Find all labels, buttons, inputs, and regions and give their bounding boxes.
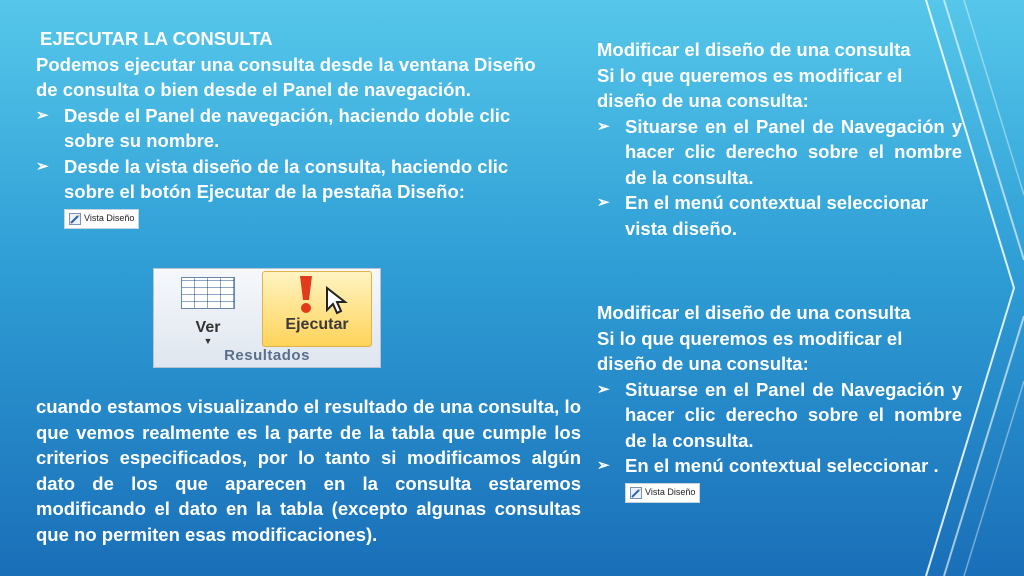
right-bottom-section [597, 300, 962, 504]
vista-diseno-button[interactable] [625, 483, 700, 503]
results-paragraph: cuando estamos visualizando el resultado de una consulta, lo que vemos realmente es la parte de la tabla que cumple los criterios especificados, por lo tanto si modificamos algún dato de los que aparecen en la consulta estaremos modificando el dato en la tabla (excepto algunas consultas que no permiten esas modificaciones). [36, 396, 581, 545]
bullet-text: Situarse en el Panel de Navegación y hacer clic derecho sobre el nombre de la consulta. [625, 115, 962, 188]
vista-diseno-label: Vista Diseño [84, 212, 135, 223]
bullet-text-content: Desde la vista diseño de la consulta, haciendo clic sobre el botón Ejecutar de la pestaña Diseño: [64, 155, 509, 202]
design-pencil-icon [69, 213, 81, 225]
section-title: Modificar el diseño de una consulta [597, 39, 911, 60]
bullet-item [597, 453, 962, 504]
arrow-bullet-icon: ➢ [36, 106, 49, 124]
ejecutar-button[interactable] [262, 271, 372, 347]
bullet-text [64, 154, 536, 231]
section-title: Modificar el diseño de una consulta [597, 302, 911, 323]
ribbon-results-group [153, 268, 381, 368]
arrow-bullet-icon: ➢ [597, 380, 610, 398]
chevron-down-icon: ▼ [203, 336, 213, 346]
bullet-text: Desde el Panel de navegación, haciendo doble clic sobre su nombre. [64, 104, 511, 151]
ejecutar-label: Ejecutar [285, 316, 349, 333]
intro-text: Si lo que queremos es modificar el diseño de una consulta: [597, 64, 903, 111]
bullet-text: Situarse en el Panel de Navegación y hacer clic derecho sobre el nombre de la consulta. [625, 378, 962, 451]
arrow-bullet-icon: ➢ [597, 117, 610, 135]
right-top-section [597, 37, 962, 241]
arrow-bullet-icon: ➢ [597, 194, 610, 211]
arrow-bullet-icon: ➢ [36, 157, 49, 175]
left-column [36, 26, 536, 230]
bullet-item [36, 103, 536, 154]
vista-diseno-button[interactable] [64, 209, 139, 229]
section-heading: EJECUTAR LA CONSULTA [40, 28, 273, 49]
bullet-text [625, 453, 962, 504]
ver-button[interactable] [172, 277, 244, 346]
mouse-cursor-icon [325, 286, 351, 316]
bullet-item [597, 377, 962, 454]
datasheet-grid-icon [181, 277, 235, 309]
intro-text: Podemos ejecutar una consulta desde la ventana Diseño de consulta o bien desde el Panel de navegación. [36, 53, 536, 100]
bullet-item [597, 114, 962, 191]
bullet-item [597, 190, 962, 241]
resultados-group-label: Resultados [224, 347, 310, 364]
ver-label: Ver [195, 319, 221, 336]
vista-diseno-label: Vista Diseño [645, 486, 696, 497]
design-pencil-icon [630, 487, 642, 499]
bullet-text: En el menú contextual seleccionar vista diseño. [625, 192, 929, 239]
arrow-bullet-icon: ➢ [597, 457, 610, 474]
bullet-text-content: En el menú contextual seleccionar . [625, 455, 939, 476]
intro-text: Si lo que queremos es modificar el diseño de una consulta: [597, 327, 903, 374]
run-exclamation-icon [291, 274, 321, 316]
bullet-item [36, 154, 536, 231]
